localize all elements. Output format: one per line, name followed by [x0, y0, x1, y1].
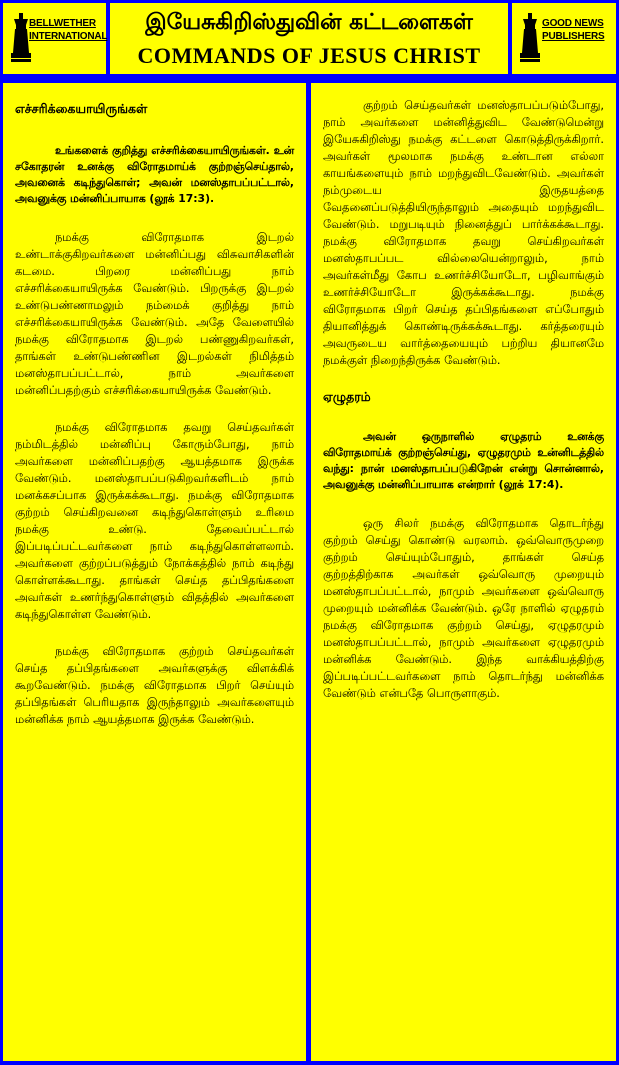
good-news-logo-text: GOOD NEWS PUBLISHERS	[542, 18, 605, 42]
scripture-verse: அவன் ஒருநாளில் ஏழுதரம் உனக்கு விரோதமாய்க் குற்றஞ்செய்து, ஏழுதரமும் உன்னிடத்தில் வந்து: நான் மனஸ்தாபப்படுகிறேன் என்று சொன்னால், அவனுக்கு மன்னிப்பாயாக என்றார் (லூக் 17:4).	[323, 430, 604, 491]
content-frame	[0, 78, 619, 1065]
right-column	[311, 83, 616, 1061]
bellwether-logo-text: BELLWETHER INTERNATIONAL	[29, 18, 108, 42]
bell-tower-icon	[520, 13, 540, 63]
page-title-english: COMMANDS OF JESUS CHRIST	[137, 43, 481, 68]
page-header	[0, 0, 619, 78]
body-paragraph: ஒரு சிலர் நமக்கு விரோதமாக தொடர்ந்து குற்றம் செய்து கொண்டு வரலாம். ஒவ்வொருமுறை குற்றம் செய்யும்போதும், தாங்கள் செய்த குற்றத்திற்காக அவர்கள் ஒவ்வொரு முறையும் மனஸ்தாபப்பட்டால், நாமும் அவர்களை ஒவ்வொரு முறையும் மன்னிக்க வேண்டும். ஒரே நாளில் ஏழுதரம் நமக்கு விரோதமாக குற்றம் செய்து, ஏழுதரமும் மனஸ்தாபப்பட்டால், நாமும் அவர்களை ஏழுதரமும் மன்னிக்க வேண்டும். இந்த வாக்கியத்திற்கு இப்படிப்பட்டவர்களை நாம் தொடர்ந்து மன்னிக்க வேண்டும் என்பதே பொருளாகும்.	[323, 516, 604, 700]
body-paragraph: நமக்கு விரோதமாக குற்றம் செய்தவர்கள் செய்த தப்பிதங்களை அவர்களுக்கு விளக்கிக் கூறவேண்டும். நமக்கு விரோதமாக பிறர் செய்யும் தப்பிதங்கள் பெரியதாக இருந்தாலும் அவர்களையும் மன்னிக்க நாம் ஆயத்தமாக இருக்க வேண்டும்.	[15, 644, 294, 726]
bell-tower-icon	[11, 13, 31, 63]
good-news-logo	[512, 3, 616, 74]
body-paragraph: நமக்கு விரோதமாக இடறல் உண்டாக்குகிறவர்களை மன்னிப்பது விசுவாசிகளின் கடமை. பிறரை மன்னிப்பது நாம் எச்சரிக்கையாயிருக்க வேண்டும். பிறருக்கு இடறல் உண்டுபண்ணாமலும் நம்மைக் குறித்து நாம் எச்சரிக்கையாயிருக்க வேண்டும். அதே வேளையில் நமக்கு விரோதமாக இடறல் பண்ணுகிறவர்கள், தாங்கள் உண்டுபண்ணின இடறல்கள் நிமித்தம் மனஸ்தாபப்பட்டால், நாம் அவர்களை மன்னிப்பதற்கும் எச்சரிக்கையாயிருக்க வேண்டும்.	[15, 230, 294, 397]
scripture-verse: உங்களைக் குறித்து எச்சரிக்கையாயிருங்கள். உன் சகோதரன் உனக்கு விரோதமாய்க் குற்றஞ்செய்தால், அவனைக் கடிந்துகொள்; அவன் மனஸ்தாபப்பட்டால், அவனுக்கு மன்னிப்பாயாக (லூக் 17:3).	[15, 144, 294, 205]
bellwether-logo	[3, 3, 106, 74]
body-paragraph: குற்றம் செய்தவர்கள் மனஸ்தாபப்படும்போது, நாம் அவர்களை மன்னித்துவிட வேண்டுமென்று இயேசுகிறிஸ்து நமக்கு கட்டளை கொடுத்திருக்கிறார். அவர்கள் மூலமாக நமக்கு உண்டான எல்லா காயங்களையும் நாம் மறந்துவிடவேண்டும். அவர்கள் நம்முடைய இருதயத்தை வேதனைப்படுத்தியிருந்தாலும் அதையும் மறந்துவிட வேண்டும். மறுபடியும் நினைத்துப் பார்க்கக்கூடாது. நமக்கு விரோதமாக தவறு செய்கிறவர்கள் மனஸ்தாபப்பட வில்லையென்றாலும், நாம் அவர்கள்மீது கோப உணர்ச்சியோடோ, பழிவாங்கும் உணர்ச்சியோடோ இருக்கக்கூடாது. நமக்கு விரோதமாக பிறர் செய்த தப்பிதங்களை எப்போதும் தியானித்துக் கொண்டிருக்கக்கூடாது. கர்த்தரையும் அவருடைய வார்த்தையையும் பற்றிய தியானமே நமக்குள் நிறைந்திருக்க வேண்டும்.	[323, 98, 604, 367]
section-heading: எச்சரிக்கையாயிருங்கள்	[15, 101, 148, 116]
left-column	[3, 83, 306, 1061]
body-paragraph: நமக்கு விரோதமாக தவறு செய்தவர்கள் நம்மிடத்தில் மன்னிப்பு கோரும்போது, நாம் அவர்களை மன்னிப்பதற்கு ஆயத்தமாக இருக்க வேண்டும். மனஸ்தாபப்படுகிறவர்களிடம் நாம் மனக்கசப்பாக இருக்கக்கூடாது. நமக்கு விரோதமாக குற்றம் செய்கிறவனை கடிந்துகொள்ளும் உரிமை நமக்கு உண்டு. தேவைப்பட்டால் இப்படிப்பட்டவர்களை நாம் கடிந்துகொள்ளலாம். அவர்களை குற்றப்படுத்தும் நோக்கத்தில் நாம் கடிந்து கொள்ளக்கூடாது. தாங்கள் செய்த தப்பிதங்களை அவர்கள் உணர்ந்துகொள்ளும் விதத்தில் அவர்களை கடிந்துகொள்ள வேண்டும்.	[15, 420, 294, 621]
page-title-tamil: இயேசுகிறிஸ்துவின் கட்டளைகள்	[145, 10, 473, 35]
title-box	[110, 3, 508, 74]
section-heading: ஏழுதரம்	[323, 389, 371, 404]
